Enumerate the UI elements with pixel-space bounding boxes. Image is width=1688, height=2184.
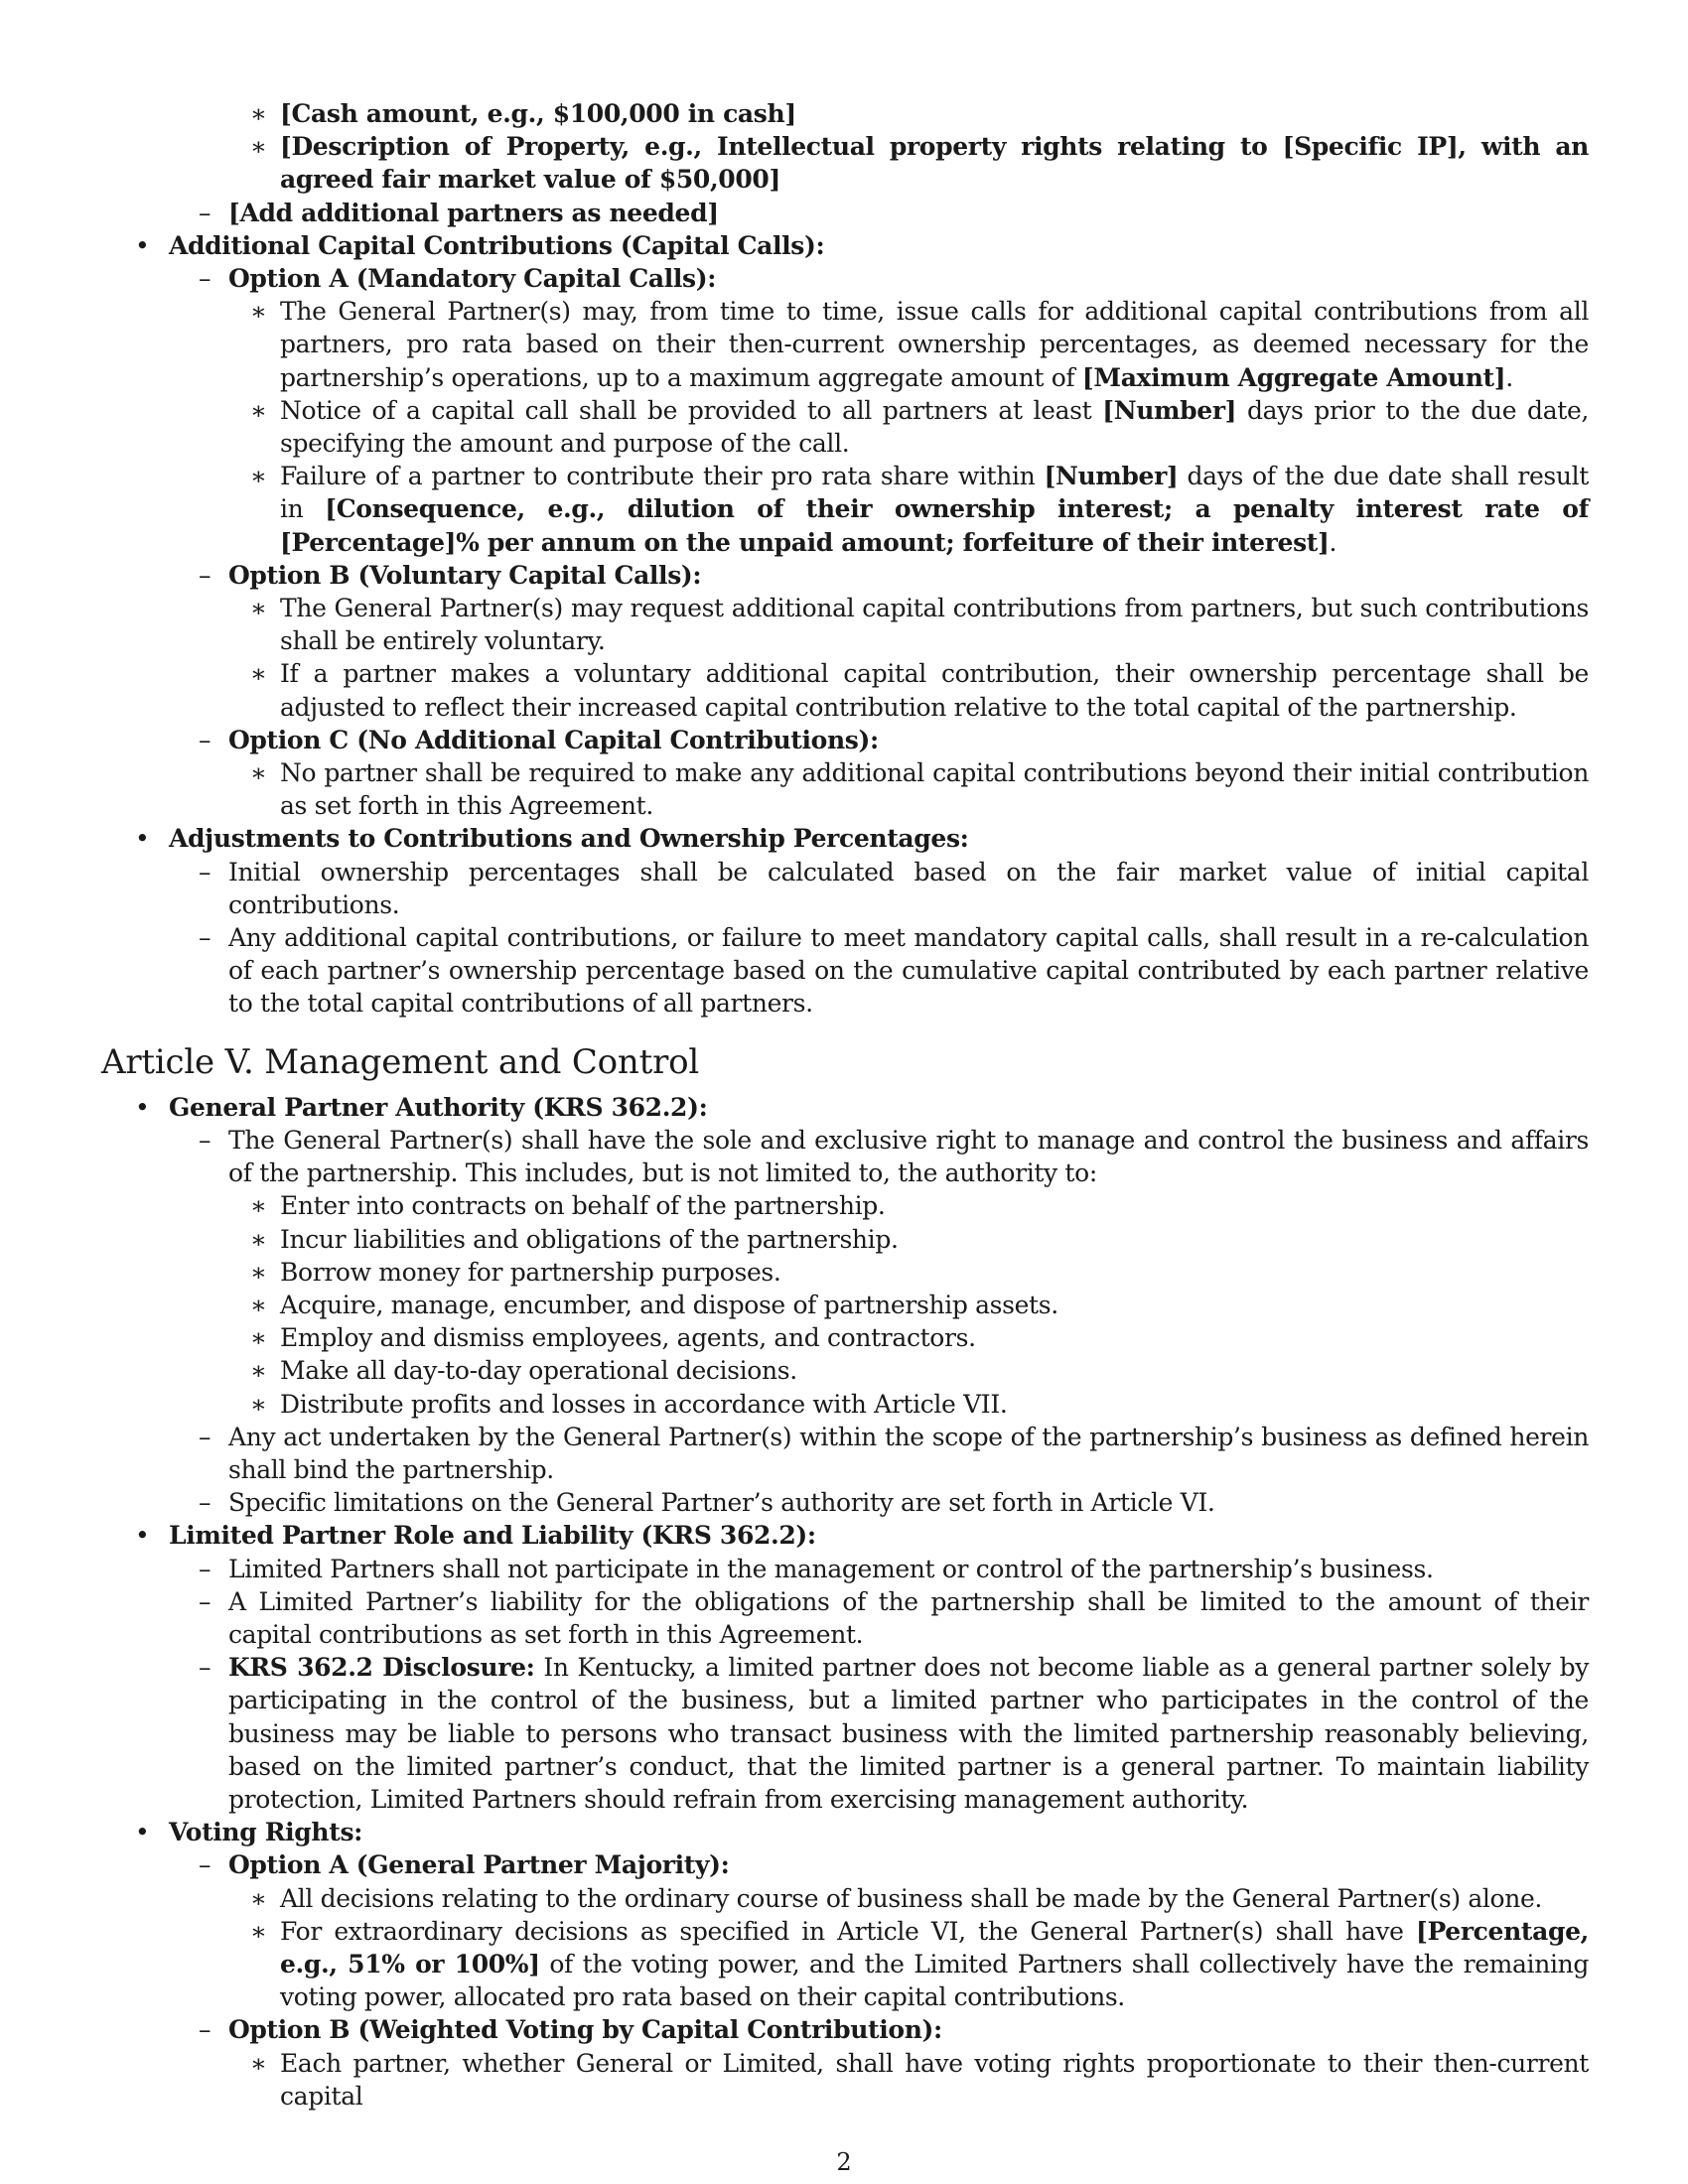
list-item: ∗ Each partner, whether General or Limited, shall have voting rights proportionate to their then-current capital — [250, 2048, 1589, 2111]
star-marker: ∗ — [250, 2048, 267, 2078]
star-marker: ∗ — [250, 1389, 267, 1419]
placeholder-field: [Add additional partners as needed] — [228, 198, 719, 227]
dash-marker: – — [199, 1653, 211, 1683]
dash-marker: – — [199, 1422, 211, 1451]
option-heading: – Option A (General Partner Majority): — [228, 1848, 1589, 1881]
star-marker: ∗ — [250, 758, 267, 788]
placeholder-field: [Maximum Aggregate Amount] — [1081, 362, 1506, 392]
star-marker: ∗ — [250, 1191, 267, 1221]
list-item: ∗ If a partner makes a voluntary additional capital contribution, their ownership percentage shall be adjusted to reflect their increased capital contribution relative to the total capital of the partnership. — [250, 659, 1589, 722]
star-marker: ∗ — [250, 297, 267, 327]
list-item: ∗ The General Partner(s) may, from time to time, issue calls for additional capital contributions from all partners, pro rata based on their then-current ownership percentages, as deemed necessary for the partnership’s operations, up to a maximum aggregate amount of [Maximum Aggregate Amount]. — [250, 297, 1589, 392]
list-item: – A Limited Partner’s liability for the obligations of the partnership shall be limited to the amount of their capital contributions as set forth in this Agreement. — [199, 1586, 1589, 1649]
section-heading: • Adjustments to Contributions and Ownership Percentages: — [169, 822, 1589, 855]
placeholder-field: [Number] — [1102, 395, 1237, 425]
star-marker: ∗ — [250, 1224, 267, 1254]
list-item — [250, 130, 1589, 196]
list-item: – The General Partner(s) shall have the sole and exclusive right to manage and control the business and affairs of the partnership. This includes, but is not limited to, the authority to: — [199, 1125, 1589, 1188]
list-item: – Specific limitations on the General Partner’s authority are set forth in Article VI. — [228, 1486, 1589, 1519]
placeholder-field: [Percentage, e.g., 51% or 100%] — [280, 1916, 1589, 1979]
placeholder-field: [Consequence, e.g., dilution of their ownership interest; a penalty interest rate of [Percentage]% per annum on the unpaid amount; forfeiture of their interest] — [280, 494, 1589, 557]
list-item: ∗ Acquire, manage, encumber, and dispose of partnership assets. — [280, 1289, 1589, 1321]
list-item: – Limited Partners shall not participate in the management or control of the partnership’s business. — [228, 1553, 1589, 1585]
placeholder-field: [Number] — [1044, 462, 1179, 491]
option-heading: – Option B (Voluntary Capital Calls): — [228, 559, 1589, 592]
option-heading: – Option B (Weighted Voting by Capital Contribution): — [228, 2013, 1589, 2046]
placeholder-field: [Description of Property, e.g., Intellectual property rights relating to [Specific IP], with an agreed fair market value of $50,000] — [280, 132, 1589, 195]
list-item: ∗ Enter into contracts on behalf of the partnership. — [280, 1189, 1589, 1222]
dash-marker: – — [199, 1488, 211, 1518]
dash-marker: – — [199, 1586, 211, 1616]
dash-marker: – — [199, 923, 211, 953]
bullet-marker: • — [135, 1521, 150, 1551]
star-marker: ∗ — [250, 1257, 267, 1287]
page-number: 2 — [836, 2148, 852, 2176]
list-item: – Any additional capital contributions, or failure to meet mandatory capital calls, shall result in a re-calculation of each partner’s ownership percentage based on the cumulative capital contributed by each partner relative to the total capital contributions of all partners. — [199, 923, 1589, 1019]
dash-marker: – — [199, 857, 211, 887]
star-marker: ∗ — [250, 462, 267, 491]
star-marker: ∗ — [250, 1883, 267, 1913]
dash-marker: – — [199, 1850, 211, 1880]
bullet-marker: • — [135, 824, 150, 854]
list-item: ∗ No partner shall be required to make any additional capital contributions beyond their initial contribution as set forth in this Agreement. — [250, 758, 1589, 821]
bullet-marker: • — [135, 230, 150, 260]
star-marker: ∗ — [250, 1356, 267, 1386]
option-heading: – Option A (Mandatory Capital Calls): — [228, 262, 1589, 295]
dash-marker: – — [199, 264, 211, 294]
list-item: ∗ Incur liabilities and obligations of the partnership. — [280, 1223, 1589, 1256]
section-heading: • Limited Partner Role and Liability (KRS 362.2): — [169, 1519, 1589, 1552]
bullet-marker: • — [135, 1818, 150, 1847]
list-item: – KRS 362.2 Disclosure: In Kentucky, a limited partner does not become liable as a general partner solely by participating in the control of the business, but a limited partner who participates in the control of the business may be liable to persons who transact business with the limited partnership reasonably believing, based on the limited partner’s conduct, that the limited partner is a general partner. To maintain liability protection, Limited Partners should refrain from exercising management authority. — [199, 1653, 1589, 1814]
section-heading: • General Partner Authority (KRS 362.2): — [169, 1091, 1589, 1124]
list-item: ∗ Employ and dismiss employees, agents, and contractors. — [280, 1321, 1589, 1354]
star-marker: ∗ — [250, 99, 267, 128]
section-heading: • Voting Rights: — [169, 1816, 1589, 1848]
document-body — [0, 97, 1688, 2113]
dash-marker: – — [199, 1554, 211, 1583]
dash-marker: – — [199, 2015, 211, 2045]
star-marker: ∗ — [250, 1290, 267, 1319]
star-marker: ∗ — [250, 132, 267, 162]
dash-marker: – — [199, 1125, 211, 1155]
list-item: ∗ Borrow money for partnership purposes. — [280, 1256, 1589, 1289]
list-item: ∗ For extraordinary decisions as specified in Article VI, the General Partner(s) shall have [Percentage, e.g., 51% or 100%] of the voting power, and the Limited Partners shall collectively have the remaining voting power, allocated pro rata based on their capital contributions. — [250, 1916, 1590, 2012]
star-marker: ∗ — [250, 659, 267, 689]
star-marker: ∗ — [250, 1323, 267, 1353]
list-item: – Any act undertaken by the General Partner(s) within the scope of the partnership’s business as defined herein shall bind the partnership. — [199, 1422, 1589, 1484]
dash-marker: – — [199, 725, 211, 754]
list-item: ∗ Distribute profits and losses in accordance with Article VII. — [280, 1388, 1589, 1421]
list-item — [250, 97, 1589, 130]
list-item: ∗ Failure of a partner to contribute their pro rata share within [Number] days of the due date shall result in [Consequence, e.g., dilution of their ownership interest; a penalty interest rate of [Percentage]% per annum on the unpaid amount; forfeiture of their interest]. — [250, 462, 1589, 557]
article-title: Article V. Management and Control — [101, 1041, 700, 1082]
section-heading: • Additional Capital Contributions (Capital Calls): — [169, 229, 1589, 262]
star-marker: ∗ — [250, 1916, 267, 1946]
star-marker: ∗ — [250, 594, 267, 623]
star-marker: ∗ — [250, 395, 267, 425]
placeholder-field: [Cash amount, e.g., $100,000 in cash] — [280, 99, 796, 128]
dash-marker: – — [199, 560, 211, 590]
list-item: – Initial ownership percentages shall be calculated based on the fair market value of initial capital contributions. — [199, 857, 1589, 919]
disclosure-label: KRS 362.2 Disclosure: — [228, 1653, 535, 1683]
list-item: ∗ Make all day-to-day operational decisions. — [280, 1354, 1589, 1387]
bullet-marker: • — [135, 1092, 150, 1122]
option-heading: – Option C (No Additional Capital Contributions): — [228, 724, 1589, 756]
dash-marker: – — [199, 198, 211, 227]
list-item: ∗ The General Partner(s) may request additional capital contributions from partners, but such contributions shall be entirely voluntary. — [250, 594, 1589, 656]
list-item — [199, 197, 1589, 229]
list-item: ∗ Notice of a capital call shall be provided to all partners at least [Number] days prior to the due date, specifying the amount and purpose of the call. — [250, 395, 1589, 459]
list-item: ∗ All decisions relating to the ordinary course of business shall be made by the General Partner(s) alone. — [280, 1882, 1589, 1915]
